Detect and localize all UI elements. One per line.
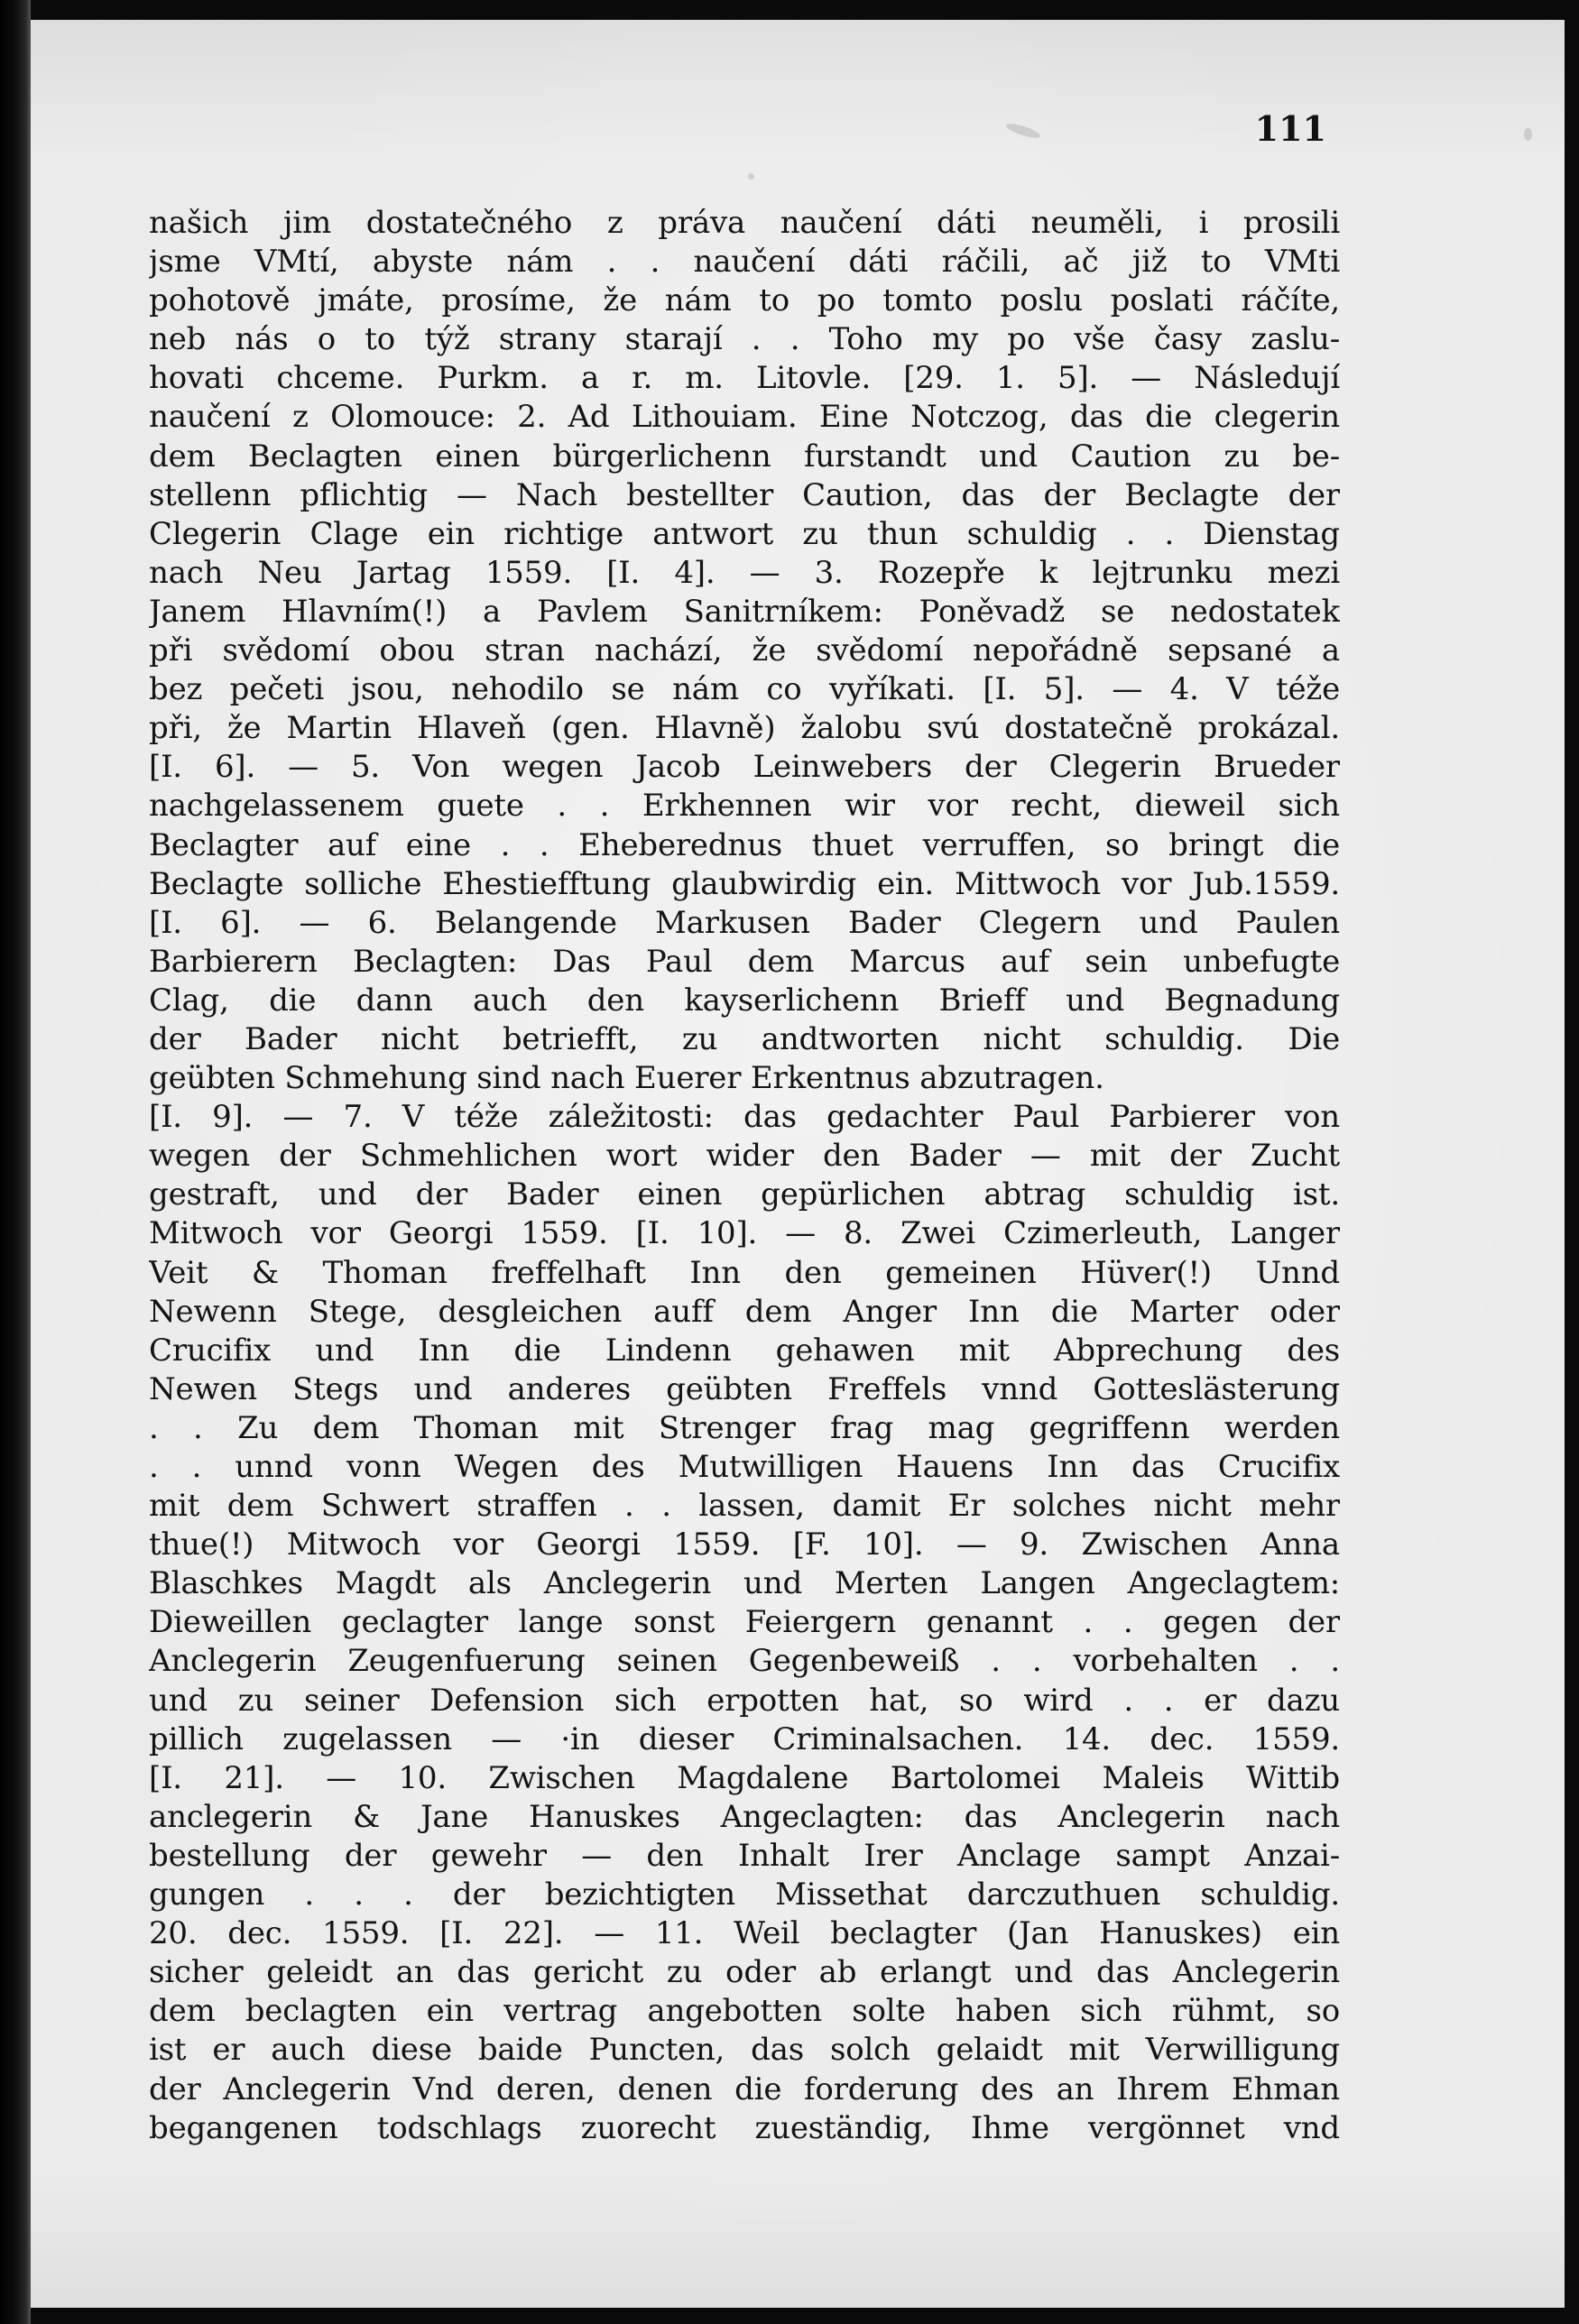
text-line: Newenn Stege, desgleichen auff dem Anger Inn die Marter oder — [149, 1293, 1340, 1330]
page-speck — [1524, 128, 1532, 141]
text-line: při svědomí obou stran nachází, že svědomí nepořádně sepsané a — [149, 632, 1340, 669]
text-line: . . Zu dem Thoman mit Strenger frag mag gegriffenn werden — [149, 1409, 1340, 1446]
text-line: Blaschkes Magdt als Anclegerin und Merten Langen Angeclagtem: — [149, 1565, 1340, 1602]
text-line: [I. 21]. — 10. Zwischen Magdalene Bartolomei Maleis Wittib — [149, 1759, 1340, 1796]
text-line: bez pečeti jsou, nehodilo se nám co vyříkati. [I. 5]. — 4. V téže — [149, 671, 1340, 708]
text-line: [I. 6]. — 6. Belangende Markusen Bader Clegern und Paulen — [149, 904, 1340, 941]
text-line: und zu seiner Defension sich erpotten hat, so wird . . er dazu — [149, 1682, 1340, 1719]
text-line: geübten Schmehung sind nach Euerer Erkentnus abzutragen. — [149, 1060, 1104, 1097]
text-line: 20. dec. 1559. [I. 22]. — 11. Weil beclagter (Jan Hanuskes) ein — [149, 1915, 1340, 1952]
text-line: sicher geleidt an das gericht zu oder ab erlangt und das Anclegerin — [149, 1954, 1340, 1991]
page-number: 111 — [1254, 108, 1326, 149]
text-line: der Anclegerin Vnd deren, denen die forderung des an Ihrem Ehman — [149, 2070, 1340, 2107]
text-line: . . unnd vonn Wegen des Mutwilligen Hauens Inn das Crucifix — [149, 1449, 1340, 1485]
text-line: dem Beclagten einen bürgerlichenn furstandt und Caution zu be- — [149, 438, 1340, 475]
text-line: Anclegerin Zeugenfuerung seinen Gegenbeweiß . . vorbehalten . . — [149, 1643, 1340, 1680]
text-line: našich jim dostatečného z práva naučení dáti neuměli, i prosili — [149, 205, 1340, 241]
text-line: gestraft, und der Bader einen gepürlichen abtrag schuldig ist. — [149, 1176, 1340, 1213]
page-smudge — [1004, 121, 1041, 141]
text-line: Newen Stegs und anderes geübten Freffels vnnd Gotteslästerung — [149, 1370, 1340, 1407]
text-line: jsme VMtí, abyste nám . . naučení dáti ráčili, ač již to VMti — [149, 244, 1340, 281]
text-line: Beclagter auf eine . . Eheberednus thuet verruffen, so bringt die — [149, 826, 1340, 863]
text-line: begangenen todschlags zuorecht zueständig, Ihme vergönnet vnd — [149, 2109, 1340, 2146]
book-spine-shadow — [0, 0, 31, 2324]
text-line: gungen . . . der bezichtigten Missethat darczuthuen schuldig. — [149, 1877, 1340, 1914]
text-line: Mitwoch vor Georgi 1559. [I. 10]. — 8. Zwei Czimerleuth, Langer — [149, 1215, 1340, 1252]
text-line: Dieweillen geclagter lange sonst Feiergern genannt . . gegen der — [149, 1604, 1340, 1641]
text-line: nach Neu Jartag 1559. [I. 4]. — 3. Rozepře k lejtrunku mezi — [149, 554, 1340, 591]
text-line: stellenn pflichtig — Nach bestellter Caution, das der Beclagte der — [149, 476, 1340, 513]
text-line: Barbierern Beclagten: Das Paul dem Marcus auf sein unbefugte — [149, 943, 1340, 980]
text-line: der Bader nicht betriefft, zu andtworten nicht schuldig. Die — [149, 1020, 1340, 1057]
text-line: nachgelassenem guete . . Erkhennen wir vor recht, dieweil sich — [149, 788, 1340, 825]
text-line: [I. 9]. — 7. V téže záležitosti: das gedachter Paul Parbierer von — [149, 1099, 1340, 1136]
text-line: Clag, die dann auch den kayserlichenn Brieff und Begnadung — [149, 982, 1340, 1019]
text-line: při, že Martin Hlaveň (gen. Hlavně) žalobu svú dostatečně prokázal. — [149, 710, 1340, 747]
text-line: pohotově jmáte, prosíme, že nám to po tomto poslu poslati ráčíte, — [149, 282, 1340, 319]
text-line: mit dem Schwert straffen . . lassen, damit Er solches nicht mehr — [149, 1488, 1340, 1525]
text-line: pillich zugelassen — ·in dieser Criminalsachen. 14. dec. 1559. — [149, 1720, 1340, 1757]
text-line: Crucifix und Inn die Lindenn gehawen mit Abprechung des — [149, 1332, 1340, 1369]
text-line: wegen der Schmehlichen wort wider den Bader — mit der Zucht — [149, 1138, 1340, 1175]
text-line: [I. 6]. — 5. Von wegen Jacob Leinwebers der Clegerin Brueder — [149, 749, 1340, 786]
text-line: Veit & Thoman freffelhaft Inn den gemeinen Hüver(!) Unnd — [149, 1254, 1340, 1291]
page-speck — [748, 173, 754, 180]
text-line: bestellung der gewehr — den Inhalt Irer Anclage sampt Anzai- — [149, 1837, 1340, 1874]
text-line: neb nás o to týž strany starají . . Toho my po vše časy zaslu- — [149, 321, 1340, 358]
text-line: anclegerin & Jane Hanuskes Angeclagten: das Anclegerin nach — [149, 1798, 1340, 1835]
text-line: hovati chceme. Purkm. a r. m. Litovle. [29. 1. 5]. — Následují — [149, 360, 1340, 397]
text-line: Janem Hlavním(!) a Pavlem Sanitrníkem: Poněvadž se nedostatek — [149, 593, 1340, 630]
body-text — [149, 204, 1340, 2148]
text-line: ist er auch diese baide Puncten, das solch gelaidt mit Verwilligung — [149, 2032, 1340, 2069]
text-line: thue(!) Mitwoch vor Georgi 1559. [F. 10]. — 9. Zwischen Anna — [149, 1526, 1340, 1563]
text-line: Beclagte solliche Ehestiefftung glaubwirdig ein. Mittwoch vor Jub.1559. — [149, 865, 1340, 902]
text-line: naučení z Olomouce: 2. Ad Lithouiam. Eine Notczog, das die clegerin — [149, 399, 1340, 436]
text-line: Clegerin Clage ein richtige antwort zu thun schuldig . . Dienstag — [149, 515, 1340, 552]
text-line: dem beclagten ein vertrag angebotten solte haben sich rühmt, so — [149, 1993, 1340, 2030]
